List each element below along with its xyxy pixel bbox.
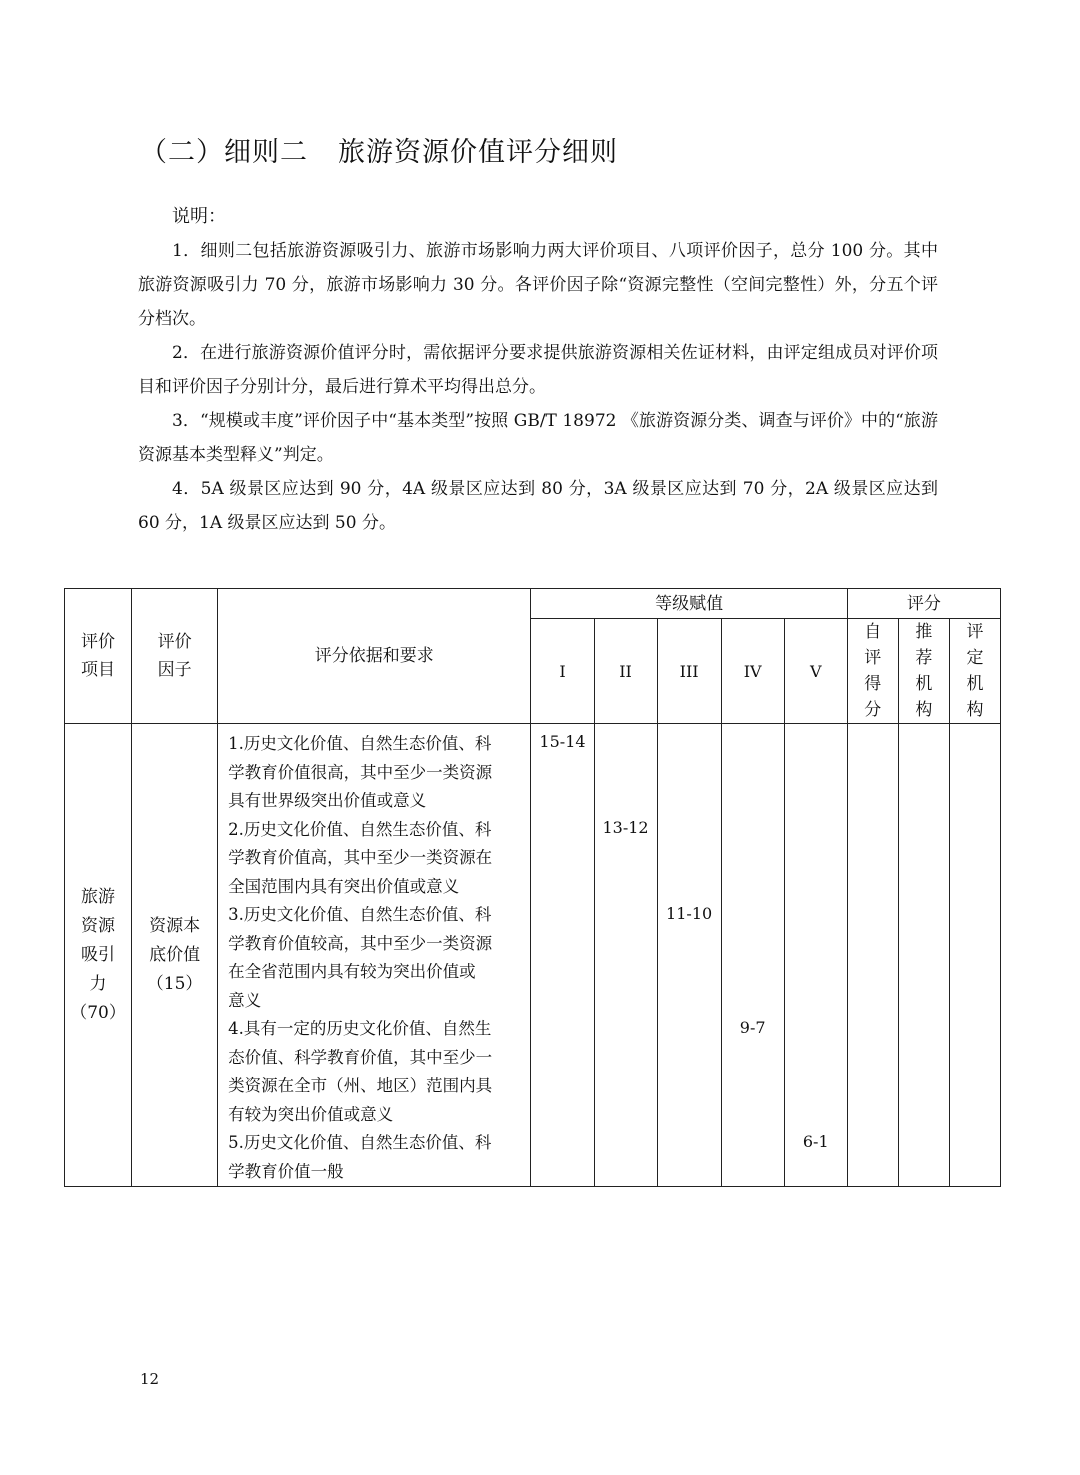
criterion: 1.历史文化价值、自然生态价值、科 学教育价值很高，其中至少一类资源 具有世界级突出价值或意义 [228,734,493,810]
heading-part-2: 旅游资源价值评分细则 [338,137,618,168]
header-recommend-agency: 推 荐 机 构 [898,619,949,724]
header-level-1: I [531,619,594,724]
header-item: 评价 项目 [65,589,132,724]
table-row [65,724,1001,1187]
section-heading [140,130,618,169]
cell-level-2-value: 13-12 [594,724,657,1187]
cell-level-3-value: 11-10 [657,724,721,1187]
header-grade: 等级赋值 [531,589,847,619]
cell-evaluation-item: 旅游 资源 吸引 力 （70） [65,724,132,1187]
criterion: 3.历史文化价值、自然生态价值、科 学教育价值较高，其中至少一类资源 在全省范围内具有较为突出价值或 意义 [228,905,493,1010]
cell-level-5-value: 6-1 [784,724,847,1187]
criterion: 2.历史文化价值、自然生态价值、科 学教育价值高，其中至少一类资源在 全国范围内具有突出价值或意义 [228,819,493,896]
header-basis: 评分依据和要求 [218,589,531,724]
header-level-2: II [594,619,657,724]
criterion: 5.历史文化价值、自然生态价值、科 学教育价值一般 [228,1133,492,1181]
cell-level-4-value: 9-7 [721,724,784,1187]
header-level-5: V [784,619,847,724]
page-number: 12 [140,1370,160,1388]
header-assess-agency: 评 定 机 构 [949,619,1000,724]
header-self-score: 自 评 得 分 [847,619,898,724]
header-level-3: III [657,619,721,724]
cell-recommend-score[interactable] [898,724,949,1187]
note-item: 4．5A 级景区应达到 90 分，4A 级景区应达到 80 分，3A 级景区应达到 70 分，2A 级景区应达到 60 分，1A 级景区应达到 50 分。 [138,479,938,533]
header-score: 评分 [847,589,1000,619]
cell-criteria [218,724,531,1187]
scoring-table [64,588,1001,1187]
cell-evaluation-factor: 资源本 底价值 （15） [132,724,218,1187]
notes-section [138,200,938,540]
header-factor: 评价 因子 [132,589,218,724]
criterion: 4.具有一定的历史文化价值、自然生 态价值、科学教育价值，其中至少一 类资源在全市（州、地区）范围内具 有较为突出价值或意义 [228,1019,493,1124]
cell-level-1-value: 15-14 [531,724,594,1187]
notes-label: 说明： [172,206,226,227]
note-item: 3．“规模或丰度”评价因子中“基本类型”按照 GB/T 18972 《旅游资源分类、调查与评价》中的“旅游资源基本类型释义”判定。 [138,411,938,465]
heading-part-1: （二）细则二 [140,137,308,168]
note-item: 1．细则二包括旅游资源吸引力、旅游市场影响力两大评价项目、八项评价因子，总分 100 分。其中旅游资源吸引力 70 分，旅游市场影响力 30 分。各评价因子除“资源完整性（空间完整性）外，分五个评分档次。 [138,241,938,329]
cell-assess-score[interactable] [949,724,1000,1187]
header-level-4: IV [721,619,784,724]
cell-self-score[interactable] [847,724,898,1187]
note-item: 2．在进行旅游资源价值评分时，需依据评分要求提供旅游资源相关佐证材料，由评定组成员对评价项目和评价因子分别计分，最后进行算术平均得出总分。 [138,343,938,397]
